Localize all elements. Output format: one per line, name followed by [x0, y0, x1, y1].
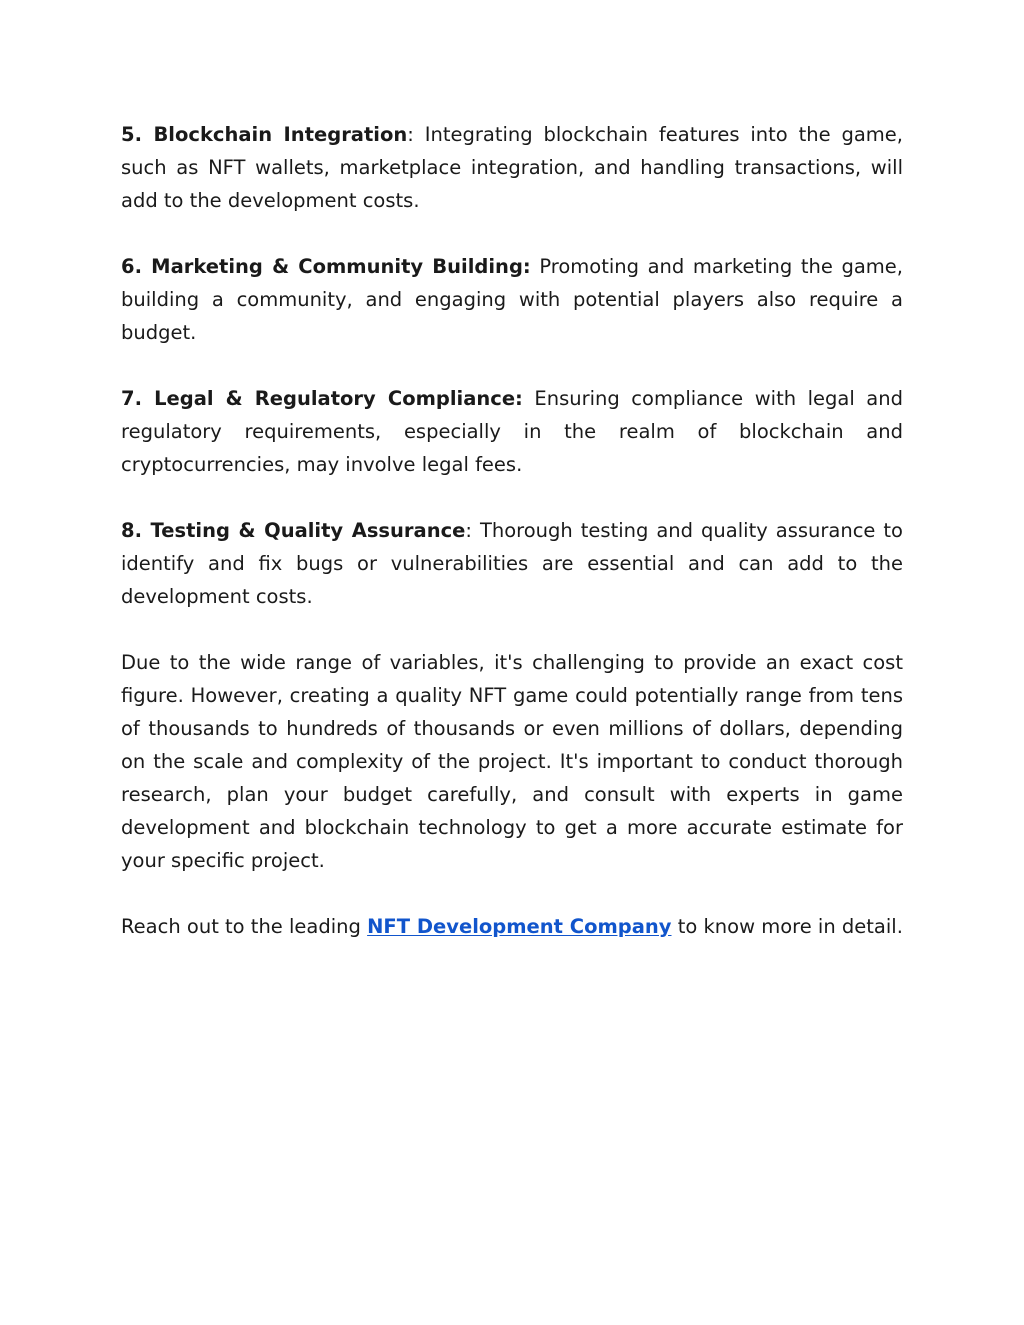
- section-blockchain-integration: [121, 118, 903, 217]
- section-separator: [523, 387, 535, 410]
- section-heading: 8. Testing & Quality Assurance: [121, 519, 466, 542]
- section-legal-compliance: [121, 382, 903, 481]
- section-heading: 6. Marketing & Community Building:: [121, 255, 531, 278]
- section-body: Promoting and marketing the game, building a community, and engaging with potential players also require a budget.: [121, 255, 903, 344]
- section-body: Ensuring compliance with legal and regulatory requirements, especially in the realm of blockchain and cryptocurrencies, may involve legal fees.: [121, 387, 903, 476]
- section-body: Thorough testing and quality assurance to identify and fix bugs or vulnerabilities are essential and can add to the development costs.: [121, 519, 903, 608]
- section-separator: :: [407, 123, 425, 146]
- section-separator: :: [465, 519, 480, 542]
- nft-development-company-link[interactable]: NFT Development Company: [367, 915, 672, 938]
- section-heading: 7. Legal & Regulatory Compliance:: [121, 387, 523, 410]
- summary-paragraph: Due to the wide range of variables, it's challenging to provide an exact cost figure. However, creating a quality NFT game could potentially range from tens of thousands to hundreds of thousands or even millions of dollars, depending on the scale and complexity of the project. It's important to conduct thorough research, plan your budget carefully, and consult with experts in game development and blockchain technology to get a more accurate estimate for your specific project.: [121, 651, 903, 872]
- cta-paragraph: [121, 910, 903, 943]
- document-page: [121, 118, 903, 976]
- section-heading: 5. Blockchain Integration: [121, 123, 408, 146]
- cta-text-after: to know more in detail.: [671, 915, 903, 938]
- section-testing-qa: [121, 514, 903, 613]
- section-marketing-community: [121, 250, 903, 349]
- cta-text-before: Reach out to the leading: [121, 915, 368, 938]
- section-body: Integrating blockchain features into the game, such as NFT wallets, marketplace integration, and handling transactions, will add to the development costs.: [121, 123, 903, 212]
